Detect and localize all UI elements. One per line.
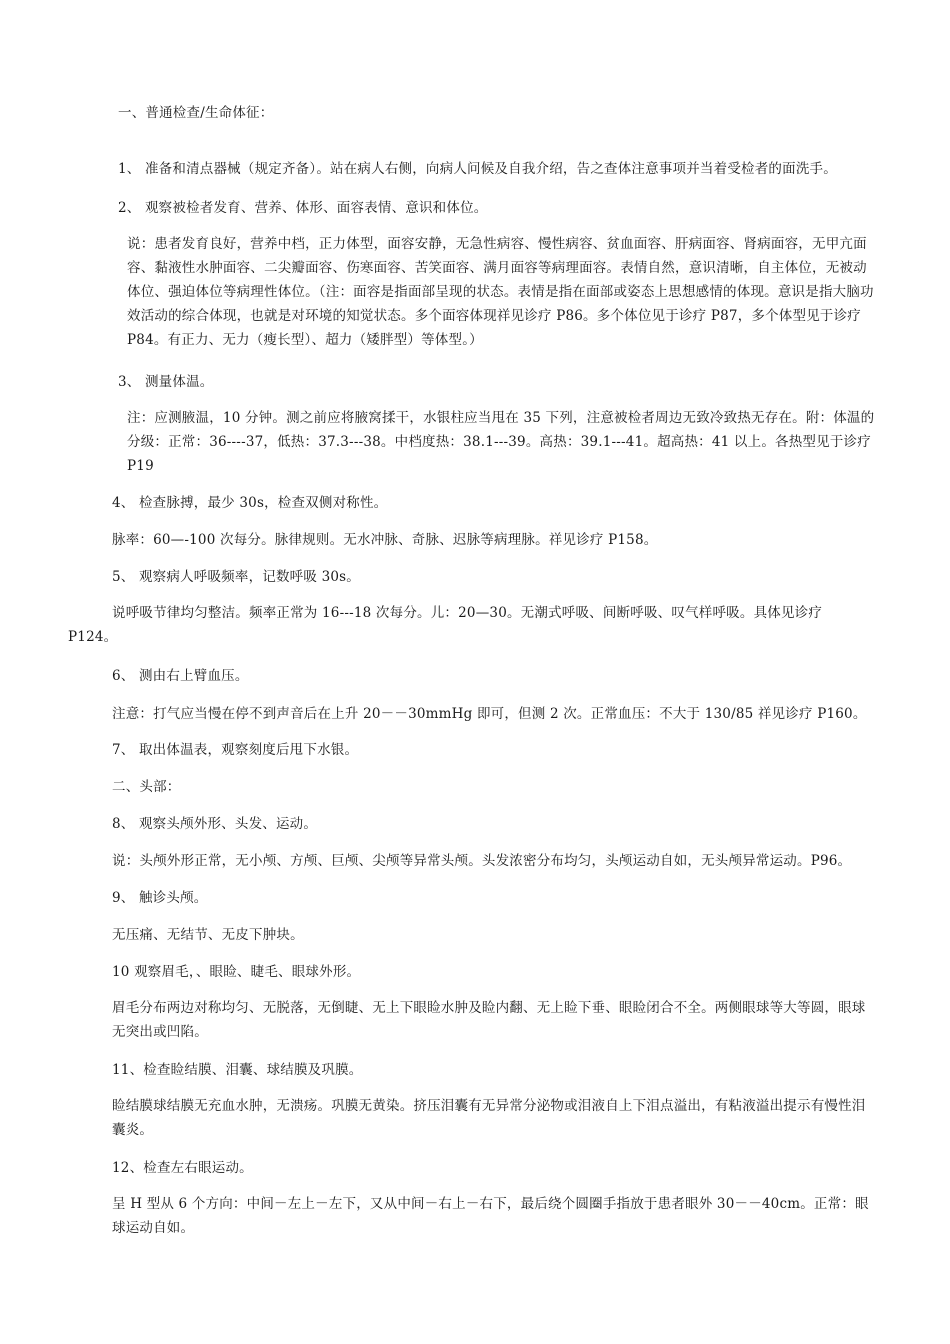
step-2: 2、 观察被检者发育、营养、体形、面容表情、意识和体位。 bbox=[118, 200, 488, 216]
step-5-note: 说呼吸节律均匀整洁。频率正常为 16---18 次每分。儿：20—30。无潮式呼吸、间断呼吸、叹气样呼吸。具体见诊疗 P124。 bbox=[68, 605, 823, 645]
step-6-note: 注意：打气应当慢在停不到声音后在上升 20－－30mmHg 即可，但测 2 次。正常血压：不大于 130/85 祥见诊疗 P160。 bbox=[112, 706, 867, 722]
step-12-note: 呈 H 型从 6 个方向：中间－左上－左下，又从中间－右上－右下，最后绕个圆圈手指放于患者眼外 30－－40cm。正常：眼球运动自如。 bbox=[112, 1196, 869, 1236]
step-9: 9、 触诊头颅。 bbox=[112, 890, 208, 906]
section-heading-general: 一、普通检查/生命体征： bbox=[118, 105, 274, 121]
step-1: 1、 准备和清点器械（规定齐备）。站在病人右侧，向病人问候及自我介绍，告之查体注意事项并当着受检者的面洗手。 bbox=[118, 161, 837, 177]
step-11-note: 睑结膜球结膜无充血水肿，无溃疡。巩膜无黄染。挤压泪囊有无异常分泌物或泪液自上下泪点溢出，有粘液溢出提示有慢性泪囊炎。 bbox=[112, 1098, 866, 1138]
step-12: 12、检查左右眼运动。 bbox=[112, 1160, 253, 1176]
step-3-note: 注：应测腋温，10 分钟。测之前应将腋窝揉干，水银柱应当甩在 35 下列，注意被检者周边无致冷致热无存在。附：体温的分级：正常：36----37，低热：37.3---38。中档度热：38.1---39。高热：39.1---41。超高热：41 以上。各热型见于诊疗 P19 bbox=[127, 410, 875, 474]
section-heading-head: 二、头部： bbox=[112, 779, 181, 795]
step-4: 4、 检查脉搏，最少 30s，检查双侧对称性。 bbox=[112, 495, 388, 511]
step-8-note: 说：头颅外形正常，无小颅、方颅、巨颅、尖颅等异常头颅。头发浓密分布均匀，头颅运动自如，无头颅异常运动。P96。 bbox=[112, 853, 852, 869]
step-4-note: 脉率：60—-100 次每分。脉律规则。无水冲脉、奇脉、迟脉等病理脉。祥见诊疗 P158。 bbox=[112, 532, 658, 548]
step-10: 10 观察眉毛，、眼睑、睫毛、眼球外形。 bbox=[112, 964, 361, 980]
step-8: 8、 观察头颅外形、头发、运动。 bbox=[112, 816, 318, 832]
step-11: 11、检查睑结膜、泪囊、球结膜及巩膜。 bbox=[112, 1062, 363, 1078]
step-3: 3、 测量体温。 bbox=[118, 374, 214, 390]
step-7: 7、 取出体温表，观察刻度后甩下水银。 bbox=[112, 742, 359, 758]
step-9-note: 无压痛、无结节、无皮下肿块。 bbox=[112, 927, 304, 943]
step-5: 5、 观察病人呼吸频率，记数呼吸 30s。 bbox=[112, 569, 360, 585]
step-6: 6、 测由右上臂血压。 bbox=[112, 668, 249, 684]
step-10-note: 眉毛分布两边对称均匀、无脱落，无倒睫、无上下眼睑水肿及睑内翻、无上睑下垂、眼睑闭合不全。两侧眼球等大等圆，眼球无突出或凹陷。 bbox=[112, 1000, 866, 1040]
step-2-note: 说：患者发育良好，营养中档，正力体型，面容安静，无急性病容、慢性病容、贫血面容、肝病面容、肾病面容，无甲亢面容、黏液性水肿面容、二尖瓣面容、伤寒面容、苦笑面容、满月面容等病理面容。表情自然，意识清晰，自主体位，无被动体位、强迫体位等病理性体位。（注：面容是指面部呈现的状态。表情是指在面部或姿态上思想感情的体现。意识是指大脑功效活动的综合体现，也就是对环境的知觉状态。多个面容体现祥见诊疗 P86。多个体位见于诊疗 P87，多个体型见于诊疗 P84。有正力、无力（瘦长型）、超力（矮胖型）等体型。） bbox=[127, 236, 874, 348]
